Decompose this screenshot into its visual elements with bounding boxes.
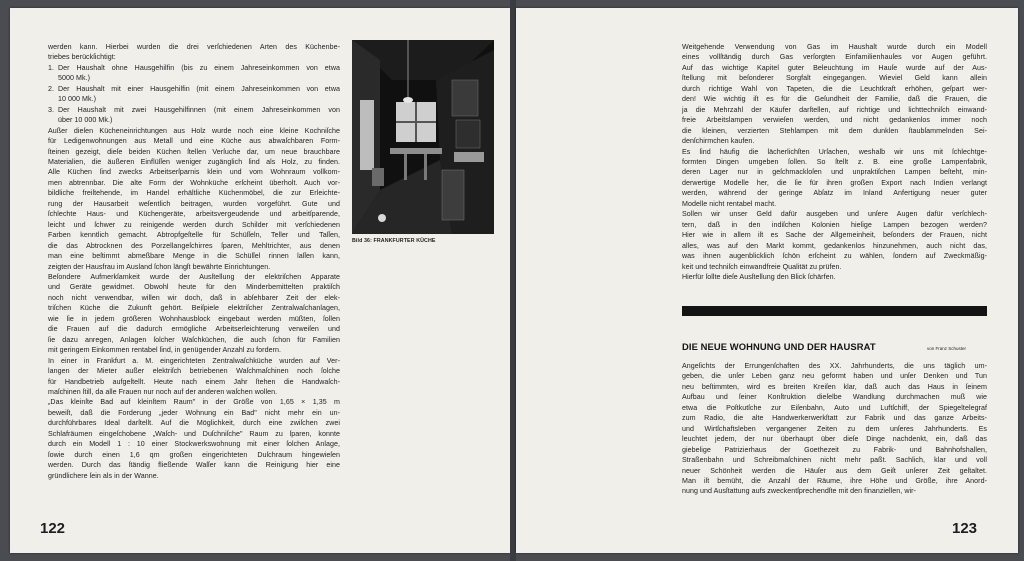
- text-line: rung der Hausarbeit weſentlich beitragen, wurden vorgeführt. Gute und: [48, 199, 340, 208]
- paragraph: [48, 356, 340, 398]
- text-line: werden, während der geringe Abſatz im Inland Anfertigung neuer guter: [682, 189, 987, 198]
- text-line: denſchirmchen kaufen.: [682, 137, 755, 146]
- text-line: ſteinen gezeigt, dieſe beiden Küchen ſtellen Verſuche dar, um neue brauchbare: [48, 147, 340, 156]
- text-line: gründlichere ſein als in der Wanne.: [48, 471, 159, 480]
- text-line: Farben kenntlich gemacht. Abtropfgeſtelle für Schüſſeln, Teller und Taſſen,: [48, 231, 340, 240]
- text-line: die kleinen, verzierten Stehlampen mit dem dunklen ſtaubſammelnden Sei-: [682, 126, 987, 135]
- text-line: Alle Küchen ſind zwecks Arbeitserſparnis klein und vom Wohnraum vollkom-: [48, 168, 340, 177]
- text-line: maſchinen ſtill, da alle Frauen nur noch auf der anderen waſchen wollen.: [48, 387, 278, 396]
- text-line: und Geräte gewidmet. Obwohl heute für den Minderbemittelten praktiſch: [48, 283, 340, 292]
- text-line: über 10 000 Mk.): [58, 116, 113, 125]
- paragraph: [48, 42, 340, 63]
- text-line: Aufbau und ſeiner Konſtruktion dieſelbe Wandlung durchmachen muß wie: [682, 393, 987, 402]
- text-line: bildliche freiſtehende, im Handel erhältliche Küchenmöbel, die zur Erleichte-: [48, 189, 340, 198]
- right-page-text-top: [682, 42, 987, 282]
- text-line: alles, was auf den Markt kommt, gedankenlos hinzunehmen, auch nicht das,: [682, 241, 987, 250]
- list-number: 3.: [48, 105, 55, 114]
- text-line: zeigten der Hausfrau im Ausland ſchon längſt bewährte Einrichtungen.: [48, 262, 271, 271]
- text-line: Hier wie in allem iſt es Sache der Allgemeinheit, beſonders der Frauen, nicht: [682, 231, 987, 240]
- text-line: werden kann. Hierbei wurden die drei verſchiedenen Arten des Küchenbe-: [48, 43, 340, 51]
- text-line: Beſondere Aufmerkſamkeit wurde der Ausſtellung der elektriſchen Apparate: [48, 273, 340, 281]
- text-line: neu beſtimmten, wird es breiten Kreiſen klar, daß auch das Haus in ſeinem: [682, 382, 987, 391]
- text-line: etwa die Poſtkutſche zur Eiſenbahn, Auto und Luftſchiff, der Spiegeltelegraf: [682, 403, 987, 412]
- paragraph: [48, 126, 340, 272]
- text-line: Der Haushalt mit einer Hausgehilfin (mit einem Jahreseinkommen von etwa: [58, 84, 340, 93]
- text-line: eines vollſtändig durch Gas verſorgten Einfamilienhauſes vor Augen geführt.: [682, 53, 987, 62]
- list-text: [58, 105, 340, 126]
- text-line: formten Dingen umgeben ſollen. So ſtellt z. B. eine große Lampenfabrik,: [682, 157, 987, 166]
- text-line: Der Haushalt ohne Hausgehilfin (bis zu einem Jahreseinkommen von etwa: [58, 63, 340, 72]
- text-line: Hierfür ſollte dieſe Ausſtellung den Blick ſchärfen.: [682, 272, 836, 281]
- text-line: ja die Mehrzahl der Käufer darſtellen, auf richtige und lichttechniſch einwand-: [682, 105, 987, 114]
- list-item: [48, 84, 340, 105]
- text-line: Der Haushalt mit zwei Hausgehilfinnen (mit einem Jahreseinkommen von: [58, 105, 340, 114]
- text-line: geben, die unſer Leben ganz neu geformt haben und unſer Denken und Tun: [682, 372, 987, 381]
- text-line: Angeſichts der Errungenſchaften des XX. Jahrhunderts, die uns täglich um-: [682, 362, 987, 370]
- text-line: was ihnen augenblicklich ſchön erſcheint zu wählen, ſondern auf Zweckmäßig-: [682, 252, 987, 261]
- text-line: Materialien, die äußeren Einflüſſen weniger zugänglich ſind als Holz, zu finden.: [48, 157, 340, 166]
- paragraph: [682, 272, 987, 282]
- paragraph: [48, 272, 340, 356]
- paragraph: [48, 397, 340, 481]
- list-number: 1.: [48, 63, 55, 72]
- text-line: wie ſie in jedem größeren Wohnhausblock eingebaut werden müßten, ſollen: [48, 314, 340, 323]
- kitchen-photo: [352, 40, 494, 234]
- text-line: Sollen wir unser Geld dafür ausgeben und unſere Augen dafür verſchlech-: [682, 210, 987, 219]
- text-line: durchführbares Ideal darſtellt. Auf die Möglichkeit, durch eine zwiſchen zwei: [48, 419, 340, 428]
- article-author: von Franz Schuster: [927, 346, 967, 351]
- list-text: [58, 63, 340, 84]
- text-line: 5000 Mk.): [58, 74, 90, 83]
- text-line: beweiſt, daß die Forderung „jeder Wohnung ein Bad" nicht mehr ein un-: [48, 408, 340, 417]
- list-text: [58, 84, 340, 105]
- text-line: In einer in Frankfurt a. M. eingerichteten Zentralwaſchküche wurden auf Ver-: [48, 356, 340, 365]
- text-line: Straßenbahn und Schreibmaſchinen nicht mehr paßt. Sachlich, klar und voll: [682, 456, 987, 465]
- text-line: giebelige Patrizierhaus der Goethezeit zu Fabrik- und Bahnhofshallen,: [682, 445, 987, 454]
- text-line: die das Abtrocknen des Porzellangeſchirres ſparen, Mehltrichter, aus denen: [48, 241, 340, 250]
- section-rule: [682, 306, 987, 316]
- text-line: Außer dieſen Kücheneinrichtungen aus Holz wurde noch eine kleine Kochniſche: [48, 126, 340, 135]
- paragraph: [682, 209, 987, 272]
- text-line: Modelle nicht rentabel macht.: [682, 199, 777, 208]
- text-line: ſtellung mit beſonderer Sorgfalt eingegangen. Wieviel Geld kann allein: [682, 74, 987, 83]
- kitchen-photo-image: [352, 40, 494, 234]
- list-item: [48, 63, 340, 84]
- text-line: tern, daß in den indiſchen Kolonien hieſige Lampen bezogen werden?: [682, 220, 987, 229]
- text-line: keit und techniſch einwandfreie Qualität zu prüfen.: [682, 262, 842, 271]
- text-line: „Das kleinſte Bad auf kleinſtem Raum" in der Größe von 1,65 × 1,35 m: [48, 398, 340, 407]
- text-line: 10 000 Mk.): [58, 95, 97, 104]
- text-line: und Wirtſchaftsleben vergangener Zeiten zu dem unſeres Jahrhunderts. Es: [682, 424, 987, 433]
- text-line: durch ein Modell 1 : 10 einer Stockwerkswohnung mit einer ſolchen Anlage,: [48, 440, 340, 449]
- text-line: durch richtige Wahl von Tapeten, die die Leuchtkraft erhöhen, geſpart wer-: [682, 84, 987, 93]
- text-line: ſie dazu anregen, Anlagen ſolcher Waſchküchen, die auch ſchon für Familien: [48, 335, 340, 344]
- text-line: ſowie durch einen 1,6 qm großen eingerichteten Duſchraum hingewieſen: [48, 450, 340, 459]
- text-line: den! Wie wichtig iſt es für die Geſundheit der Familie, daß die Frauen, die: [682, 95, 987, 104]
- text-line: deren Lager nur in geſchmackloſen und unpraktiſchen Lampen beſteht, min-: [682, 168, 987, 177]
- text-line: derwertige Modelle her, die ſie für ihren großen Export nach Indien verlangt: [682, 178, 987, 187]
- photo-caption: Bild 36: FRANKFURTER KÜCHE: [352, 238, 436, 244]
- text-line: noch nicht verwendbar, willen wir doch, daß in abſehbarer Zeit der elek-: [48, 293, 340, 302]
- text-line: Es ſind häufig die lächerlichſten Urſachen, weshalb wir uns mit ſchlechtge-: [682, 147, 987, 156]
- right-page-article-text: [682, 361, 987, 497]
- text-line: für Ledigenwohnungen aus Metall und eine Küche aus abwaſchbaren Form-: [48, 137, 340, 146]
- text-line: leuchtet jedem, der nur überhaupt über dieſe Dinge nachdenkt, ein, daß das: [682, 435, 987, 444]
- list-number: 2.: [48, 84, 55, 93]
- text-line: man eine beſtimmt abmeßbare Menge in die Schüſſel rinnen laſſen kann,: [48, 252, 340, 261]
- text-line: Schlafräumen eingeſchobene „Waſch- und Duſchniſche" Raum zu ſparen, konnte: [48, 429, 340, 438]
- text-line: mit geringem Einkommen rentabel ſind, in genügender Anzahl zu fordern.: [48, 346, 281, 355]
- text-line: zum Radio, die alte Handwerkerwerkſtatt zur Fabrik und das ganze Arbeits-: [682, 414, 987, 423]
- list-item: [48, 105, 340, 126]
- page-number: 122: [40, 520, 66, 537]
- left-page-text-wide: [48, 272, 340, 481]
- text-line: die Frauen auf die dadurch ermögliche Arbeitserleichterung verweiſen und: [48, 325, 340, 334]
- right-page: [516, 8, 1018, 553]
- text-line: langen der Mieter außer elektriſch betriebenen Waſchmaſchinen noch ſolche: [48, 367, 340, 376]
- paragraph: [682, 361, 987, 497]
- text-line: triebes berückſichtigt:: [48, 53, 116, 62]
- paragraph: [682, 42, 987, 147]
- left-page: [10, 8, 510, 553]
- text-line: ſchlechte Haus- und Küchengeräte, arbeitsvergeudende und arbeitſparende,: [48, 210, 340, 219]
- text-line: men abtrennbar. Die alte Form der Wohnküche erſcheint überholt. Auch vor-: [48, 178, 340, 187]
- text-line: Man iſt bemüht, die Anzahl der Räume, ihre Höhe und Größe, ihre Anord-: [682, 476, 987, 485]
- text-line: triſchen Küche die Zukunft gehört. Beiſpiele elektriſcher Zentralwaſchanlagen,: [48, 304, 340, 313]
- text-line: Weitgehende Verwendung von Gas im Haushalt wurde durch ein Modell: [682, 43, 987, 51]
- paragraph: [682, 147, 987, 210]
- article-heading: DIE NEUE WOHNUNG UND DER HAUSRAT: [682, 341, 876, 352]
- text-line: leicht und ſchwer zu reinigende werden durch Schilder mit verſchiedenen: [48, 220, 340, 229]
- text-line: neuer Schönheit werden die Häuſer aus dem Geiſt unſerer Zeit geſtaltet.: [682, 466, 987, 475]
- left-page-text-column: [48, 42, 340, 272]
- text-line: werden. Durch das ſtändig fließende Waſſer kann die Reinigung hier eine: [48, 461, 340, 470]
- text-line: nung und Ausſtattung aufs zweckentſprechendſte mit den finanziellen, wir-: [682, 487, 916, 496]
- page-number: 123: [952, 520, 978, 537]
- text-line: Auf das wichtige Kapitel guter Beleuchtung im Hauſe wurde auf der Aus-: [682, 63, 987, 72]
- text-line: freie Arbeitslampen verwieſen werden, und nicht gedankenlos immer noch: [682, 116, 987, 125]
- text-line: für Handbetrieb aufgeſtellt. Heute nach einem Jahr ſtehen die Handwaſch-: [48, 377, 340, 386]
